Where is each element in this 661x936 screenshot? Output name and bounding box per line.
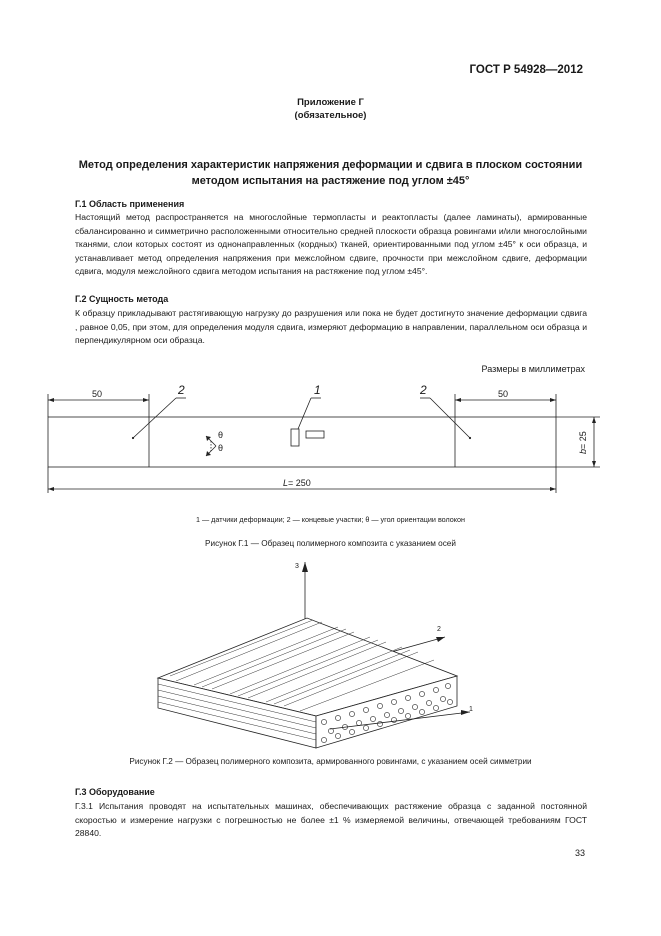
- section-g1-text: Настоящий метод распространяется на многослойные термопласты и реактопласты (далее ламинаты), армированные сбалансированно и симметрично расположенными относительно средней плоскости образца ровингами и/или многослойными тканями, слои которых состоят из однонаправленных (кордных) тканей, ориентированными под углом ±45° к оси образца, и устанавливает метод определения напряжения при межслойном сдвиге, прочности при межслойном сдвиге, деформации сдвига, модуля межслойного сдвига методом испытания на растяжение под углом ±45°.: [75, 212, 587, 277]
- section-g3-heading: Г.3 Оборудование: [75, 787, 155, 797]
- axis-2-label: 2: [437, 626, 441, 633]
- theta-label-upper: θ: [218, 430, 224, 440]
- dim-left-value: 50: [92, 389, 103, 399]
- section-g2-text: К образцу прикладывают растягивающую нагрузку до разрушения или пока не будет достигнуто значение деформации сдвига , равное 0,05, при этом, для определения модуля сдвига, измеряют деформацию в направлении, параллельном оси образца и перпендикулярном оси образца.: [75, 308, 587, 346]
- dim-width-value: = 25: [578, 431, 588, 449]
- axis-3-label: 3: [295, 563, 299, 570]
- axis-2-arrow: [436, 637, 445, 642]
- theta-label-lower: θ: [218, 443, 224, 453]
- callout-2-right: 2: [420, 383, 427, 397]
- section-g3-text: Г.3.1 Испытания проводят на испытательных машинах, обеспечивающих растяжение образца с заданной постоянной скоростью и измерение нагрузки с погрешностью не более ±1 % измеряемой величины, отвечающей требованиям ГОСТ 28840.: [75, 801, 587, 839]
- axis-1-label: 1: [469, 706, 473, 713]
- page-number: 33: [574, 848, 585, 858]
- title-line-1: Метод определения характеристик напряжения деформации и сдвига в плоском состоянии: [78, 159, 583, 171]
- dim-right-value: 50: [498, 389, 509, 399]
- standard-code: ГОСТ Р 54928—2012: [469, 64, 583, 76]
- section-g1-heading: Г.1 Область применения: [75, 199, 185, 209]
- appendix-status: (обязательное): [294, 110, 367, 121]
- callout-2-left: 2: [178, 383, 185, 397]
- figure-1-legend: 1 — датчики деформации; 2 — концевые участки; θ — угол ориентации волокон: [196, 515, 465, 524]
- figure-2-caption: Рисунок Г.2 — Образец полимерного композита, армированного ровингами, с указанием осей симметрии: [129, 757, 532, 766]
- appendix-title: Приложение Г: [297, 97, 364, 108]
- title-line-2: методом испытания на растяжение под углом ±45°: [191, 175, 470, 187]
- figure-1-caption: Рисунок Г.1 — Образец полимерного композита с указанием осей: [205, 539, 456, 548]
- units-note: Размеры в миллиметрах: [481, 364, 585, 374]
- dim-total-symbol: L: [283, 478, 289, 488]
- axis-3-arrow: [302, 562, 308, 572]
- dim-width-symbol: b: [578, 448, 588, 454]
- callout-1: 1: [314, 383, 321, 397]
- dim-total-value: = 250: [288, 478, 311, 488]
- section-g2-heading: Г.2 Сущность метода: [75, 294, 169, 304]
